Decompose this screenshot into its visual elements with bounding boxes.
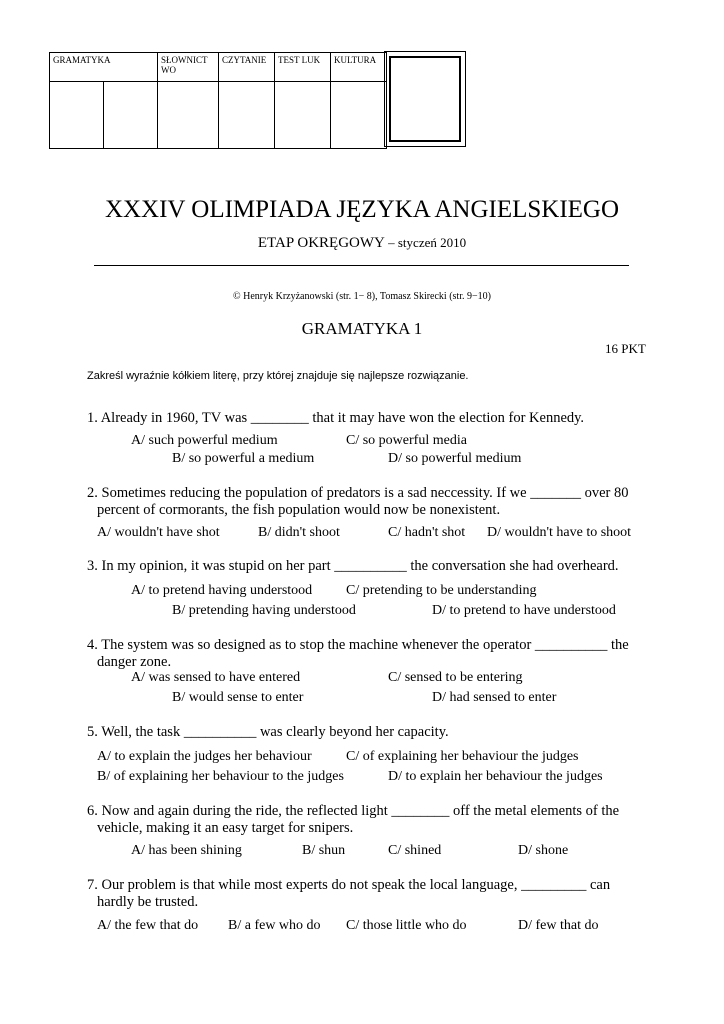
score-header-kultura: KULTURA [331,53,387,82]
answer-option-b[interactable]: B/ shun [302,843,346,858]
author-credit: © Henryk Krzyżanowski (str. 1− 8), Tomasz Skirecki (str. 9−10) [233,291,491,302]
question-text: 3. In my opinion, it was stupid on her part __________ the conversation she had overheard. [87,558,619,574]
score-header-slownictwo: SŁOWNICT WO [158,53,219,82]
question-text-continued: hardly be trusted. [97,894,199,910]
answer-option-d[interactable]: D/ few that do [518,918,599,933]
section-title: GRAMATYKA 1 [301,319,423,338]
question-text-continued: danger zone. [97,654,172,670]
score-cell[interactable] [275,82,331,149]
answer-option-c[interactable]: C/ of explaining her behaviour the judges [346,749,579,764]
score-header-test-luk: TEST LUK [275,53,331,82]
answer-option-c[interactable]: C/ hadn't shot [388,525,466,540]
answer-option-a[interactable]: A/ to explain the judges her behaviour [97,749,312,764]
total-score-inner-box [389,56,461,142]
answer-option-a[interactable]: A/ has been shining [131,843,242,858]
total-score-box[interactable] [384,51,466,147]
page-title: XXXIV OLIMPIADA JĘZYKA ANGIELSKIEGO [104,196,620,223]
answer-option-d[interactable]: D/ to explain her behaviour the judges [388,769,603,784]
answer-option-b[interactable]: B/ of explaining her behaviour to the judges [97,769,344,784]
answer-option-a[interactable]: A/ wouldn't have shot [97,525,220,540]
score-cell[interactable] [104,82,158,149]
question-text-continued: percent of cormorants, the fish population would now be nonexistent. [97,502,501,518]
answer-option-b[interactable]: B/ so powerful a medium [172,451,315,466]
instruction-text: Zakreśl wyraźnie kółkiem literę, przy której znajduje się najlepsze rozwiązanie. [87,370,469,382]
answer-option-d[interactable]: D/ shone [518,843,569,858]
score-cell[interactable] [50,82,104,149]
answer-option-c[interactable]: C/ shined [388,843,442,858]
score-cell[interactable] [331,82,387,149]
answer-option-c[interactable]: C/ so powerful media [346,433,467,448]
answer-option-a[interactable]: A/ was sensed to have entered [131,670,301,685]
question-text: 7. Our problem is that while most experts do not speak the local language, _________ can [87,877,611,893]
answer-option-a[interactable]: A/ such powerful medium [131,433,278,448]
answer-option-c[interactable]: C/ pretending to be understanding [346,583,537,598]
score-header-czytanie: CZYTANIE [219,53,275,82]
question-text: 2. Sometimes reducing the population of predators is a sad neccessity. If we _______ over 80 [87,485,629,501]
answer-option-d[interactable]: D/ wouldn't have to shoot [487,525,632,540]
question-text: 6. Now and again during the ride, the reflected light ________ off the metal elements of the [87,803,620,819]
answer-option-b[interactable]: B/ pretending having understood [172,603,356,618]
answer-option-a[interactable]: A/ the few that do [97,918,199,933]
answer-option-b[interactable]: B/ a few who do [228,918,321,933]
answer-option-d[interactable]: D/ to pretend to have understood [432,603,616,618]
score-cell[interactable] [158,82,219,149]
header-divider [94,265,629,266]
answer-option-c[interactable]: C/ those little who do [346,918,467,933]
answer-option-c[interactable]: C/ sensed to be entering [388,670,523,685]
section-points: 16 PKT [605,341,646,356]
question-text: 1. Already in 1960, TV was ________ that it may have won the election for Kennedy. [87,410,585,426]
question-text: 4. The system was so designed as to stop the machine whenever the operator __________ the [87,637,629,653]
score-cell[interactable] [219,82,275,149]
answer-option-b[interactable]: B/ would sense to enter [172,690,304,705]
answer-option-a[interactable]: A/ to pretend having understood [131,583,313,598]
question-text-continued: vehicle, making it an easy target for snipers. [97,820,354,836]
page-subtitle [0,235,724,252]
score-header-gramatyka: GRAMATYKA [50,53,158,82]
answer-option-d[interactable]: D/ so powerful medium [388,451,522,466]
subtitle-date: – styczeń 2010 [384,235,467,250]
subtitle-stage: ETAP OKRĘGOWY [257,235,385,251]
score-table [49,52,387,149]
question-text: 5. Well, the task __________ was clearly beyond her capacity. [87,724,449,740]
answer-option-d[interactable]: D/ had sensed to enter [432,690,557,705]
answer-option-b[interactable]: B/ didn't shoot [258,525,340,540]
